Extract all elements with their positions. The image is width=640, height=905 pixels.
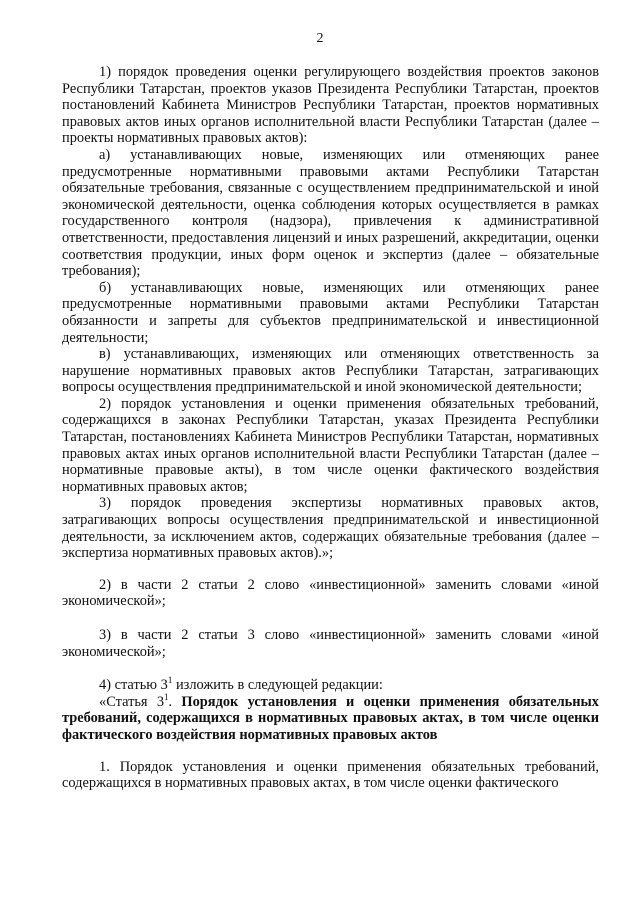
article-sup: 1 <box>164 691 169 702</box>
amendment-4-post: изложить в следующей редакции: <box>172 677 383 694</box>
article-paragraph-1: 1. Порядок установления и оценки применения обязательных требований, содержащихся в нормативных правовых актах, в том числе оценки фактического <box>62 758 599 792</box>
paragraph-item-2: 2) порядок установления и оценки применения обязательных требований, содержащихся в законах Республики Татарстан, указах Президента Республики Татарстан, постановлениях Кабинета Министров Республики Татарстан, нормативных правовых актах иных органов исполнительной власти Республики Татарстан (далее – нормативные правовые акты), в том числе оценки фактического воздействия нормативных правовых актов; <box>62 395 599 495</box>
article-dot: . <box>168 693 182 710</box>
paragraph-subitem-v: в) устанавливающих, изменяющих или отменяющих ответственность за нарушение нормативных правовых актов Республики Татарстан, затрагивающих вопросы осуществления предпринимательской и иной экономической деятельности; <box>62 346 599 396</box>
amendment-4-sup: 1 <box>167 675 173 686</box>
paragraph-item-1: 1) порядок проведения оценки регулирующего воздействия проектов законов Республики Татарстан, проектов указов Президента Республики Татарстан, проектов постановлений Кабинета Министров Республики Татарстан, проектов нормативных правовых актов иных органов исполнительной власти Республики Татарстан (далее – проекты нормативных правовых актов): <box>62 64 599 147</box>
amendment-4-pre: 4) статью 3 <box>99 677 168 694</box>
amendment-2: 2) в части 2 статьи 2 слово «инвестиционной» заменить словами «иной экономической»; <box>62 576 599 610</box>
article-heading <box>62 691 599 744</box>
paragraph-subitem-b: б) устанавливающих новые, изменяющих или отменяющих ранее предусмотренные нормативными правовыми актами Республики Татарстан обязанности и запреты для субъектов предпринимательской и инвестиционной деятельности; <box>62 279 599 346</box>
document-body <box>62 64 599 792</box>
article-title: Порядок установления и оценки применения обязательных требований, содержащихся в нормативных правовых актах, в том числе оценки фактического воздействия нормативных правовых актов <box>62 693 599 743</box>
page-number: 2 <box>316 31 324 46</box>
article-label: «Статья 3 <box>99 693 165 710</box>
paragraph-item-3: 3) порядок проведения экспертизы нормативных правовых актов, затрагивающих вопросы осуществления предпринимательской и инвестиционной деятельности, за исключением актов, содержащих обязательные требования (далее – экспертиза нормативных правовых актов).»; <box>62 495 599 562</box>
paragraph-subitem-a: а) устанавливающих новые, изменяющих или отменяющих ранее предусмотренные нормативными правовыми актами Республики Татарстан обязательные требования, связанные с осуществлением предпринимательской и иной экономической деятельности, оценка соблюдения которых осуществляется в рамках государственного контроля (надзора), привлечения к административной ответственности, предоставления лицензий и иных разрешений, аккредитации, оценки соответствия продукции, иных форм оценок и экспертиз (далее – обязательные требования); <box>62 146 599 280</box>
amendment-4 <box>62 677 599 694</box>
amendment-3: 3) в части 2 статьи 3 слово «инвестиционной» заменить словами «иной экономической»; <box>62 627 599 660</box>
